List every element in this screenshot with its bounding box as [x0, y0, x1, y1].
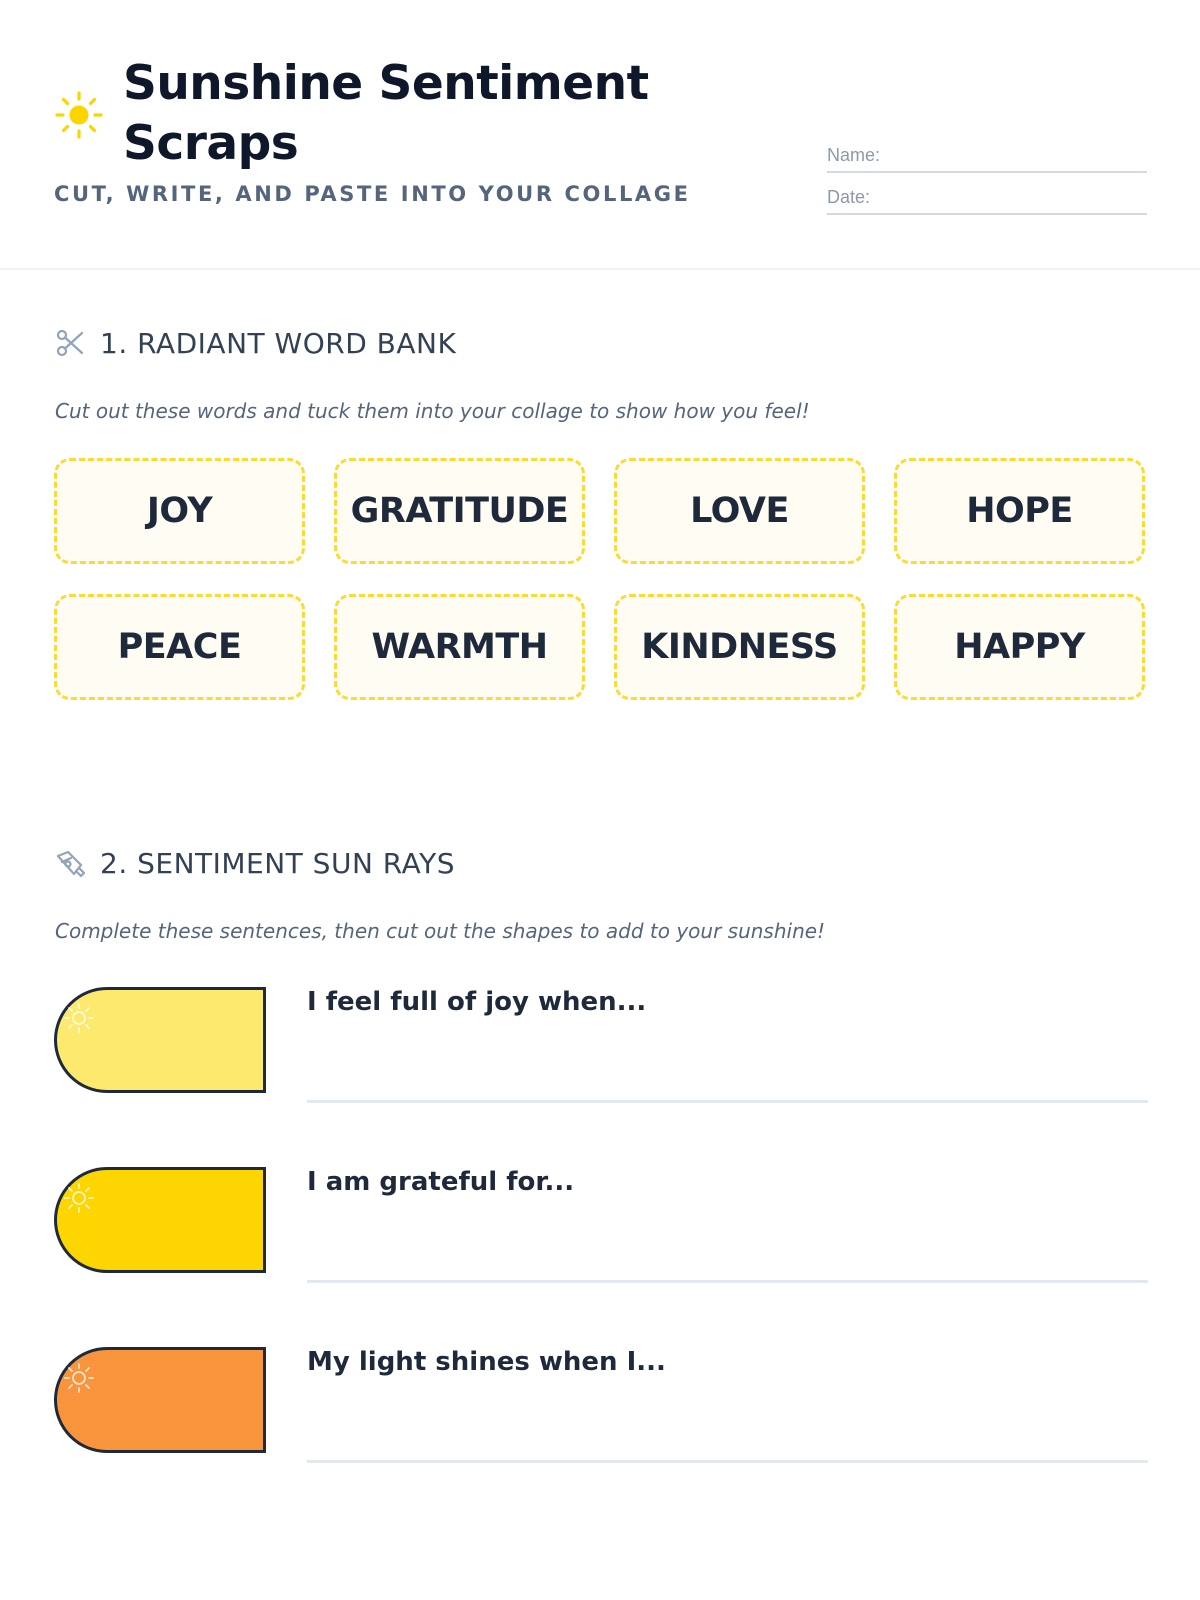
word-card-peace[interactable]: PEACE — [54, 594, 305, 700]
prompt-row — [54, 1347, 1148, 1497]
sun-rays-heading — [54, 847, 455, 880]
word-bank-heading — [54, 327, 456, 360]
answer-line[interactable] — [307, 1100, 1148, 1103]
prompt-row — [54, 987, 1148, 1137]
word-card-love[interactable]: LOVE — [614, 458, 865, 564]
word-card-kindness[interactable]: KINDNESS — [614, 594, 865, 700]
sun-rays-instruction: Complete these sentences, then cut out the shapes to add to your sunshine! — [55, 919, 826, 943]
word-bank-heading-text: 1. RADIANT WORD BANK — [100, 327, 457, 360]
answer-line[interactable] — [307, 1280, 1148, 1283]
pen-tool-icon — [54, 847, 86, 879]
prompt-text: I am grateful for... — [307, 1167, 575, 1197]
sun-rays-heading-text: 2. SENTIMENT SUN RAYS — [100, 847, 455, 880]
word-card-happy[interactable]: HAPPY — [894, 594, 1145, 700]
title-line-1: Sunshine Sentiment — [123, 56, 649, 111]
word-card-joy[interactable]: JOY — [54, 458, 305, 564]
word-card-hope[interactable]: HOPE — [894, 458, 1145, 564]
name-field[interactable] — [827, 145, 1147, 173]
prompt-row — [54, 1167, 1148, 1317]
answer-line[interactable] — [307, 1460, 1148, 1463]
word-card-gratitude[interactable]: GRATITUDE — [334, 458, 585, 564]
word-bank-grid — [54, 458, 1148, 700]
title-line-2: Scraps — [123, 116, 299, 171]
page-title — [123, 54, 763, 174]
date-field[interactable] — [827, 187, 1147, 215]
sun-ray-shape[interactable] — [54, 1347, 266, 1453]
page-header — [0, 0, 1200, 270]
date-label: Date: — [827, 187, 871, 207]
mini-sun-icon — [61, 1360, 97, 1396]
mini-sun-icon — [61, 1000, 97, 1036]
name-label: Name: — [827, 145, 881, 165]
prompt-text: My light shines when I... — [307, 1347, 666, 1377]
scissors-icon — [54, 327, 86, 359]
sun-ray-shape[interactable] — [54, 987, 266, 1093]
word-card-warmth[interactable]: WARMTH — [334, 594, 585, 700]
prompt-text: I feel full of joy when... — [307, 987, 647, 1017]
page-subtitle: CUT, WRITE, AND PASTE INTO YOUR COLLAGE — [54, 182, 691, 206]
sun-ray-shape[interactable] — [54, 1167, 266, 1273]
mini-sun-icon — [61, 1180, 97, 1216]
sun-icon — [54, 90, 104, 140]
word-bank-instruction: Cut out these words and tuck them into your collage to show how you feel! — [55, 399, 810, 423]
